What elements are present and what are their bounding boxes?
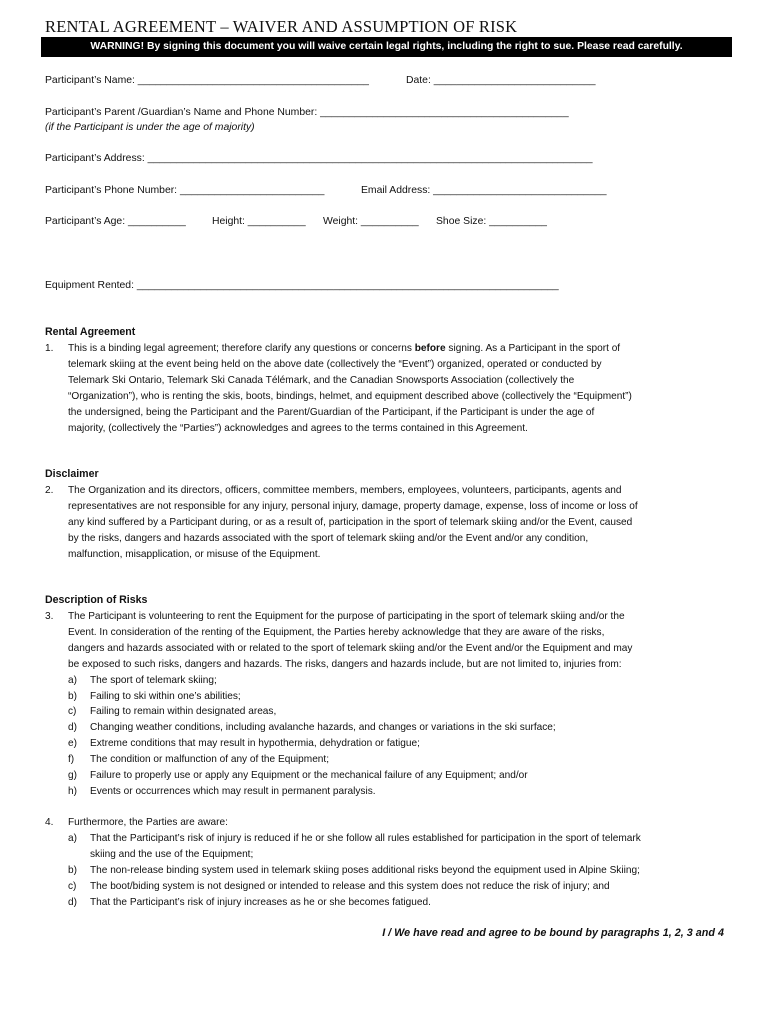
document-title: RENTAL AGREEMENT – WAIVER AND ASSUMPTION OF RISK bbox=[45, 17, 518, 36]
awareness-item bbox=[45, 863, 735, 879]
item-letter: g) bbox=[68, 770, 77, 782]
paragraph-line: malfunction, misapplication, or misuse of the Equipment. bbox=[68, 548, 321, 560]
paragraph-text: The Organization and its directors, officers, committee members, members, employees, volunteers, participants, agents and bbox=[68, 485, 622, 496]
awareness-paragraph bbox=[45, 815, 735, 910]
paragraph-line: Telemark Ski Ontario, Telemark Ski Canada Télémark, and the Canadian Snowsports Association (collectively the bbox=[68, 374, 575, 386]
guardian-note: (if the Participant is under the age of majority) bbox=[45, 122, 255, 133]
email-field[interactable]: Email Address: ______________________________ bbox=[361, 185, 607, 196]
item-text: Failing to ski within one’s abilities; bbox=[90, 690, 241, 702]
weight-field[interactable]: Weight: __________ bbox=[323, 216, 419, 227]
awareness-item-continued: skiing and the use of the Equipment; bbox=[90, 848, 254, 860]
item-letter: c) bbox=[68, 706, 77, 718]
paragraph-2-first-line bbox=[45, 483, 735, 499]
item-text: The sport of telemark skiing; bbox=[90, 674, 217, 686]
risk-item bbox=[45, 768, 735, 784]
risk-item bbox=[45, 673, 735, 689]
item-text: Changing weather conditions, including avalanche hazards, and changes or variations in the ski surface; bbox=[90, 722, 556, 734]
risk-item bbox=[45, 689, 735, 705]
paragraph-number: 3. bbox=[45, 611, 54, 622]
awareness-item bbox=[45, 895, 735, 911]
paragraph-number: 4. bbox=[45, 817, 54, 828]
guardian-field[interactable]: Participant’s Parent /Guardian’s Name and Phone Number: ___________________________________________ bbox=[45, 107, 569, 118]
paragraph-text: The Participant is volunteering to rent the Equipment for the purpose of participating in the sport of telemark skiing and/or the bbox=[68, 611, 625, 622]
address-field[interactable]: Participant’s Address: _____________________________________________________________________________ bbox=[45, 153, 593, 164]
item-letter: b) bbox=[68, 690, 77, 702]
rental-agreement-paragraph bbox=[45, 341, 735, 436]
item-text: Failing to remain within designated areas, bbox=[90, 706, 277, 718]
disclaimer-paragraph bbox=[45, 483, 735, 563]
awareness-item bbox=[45, 831, 735, 847]
paragraph-line: “Organization”), who is renting the skis, boots, bindings, helmet, and equipment described above (collectively the “Equipment”) bbox=[68, 390, 632, 402]
item-letter: e) bbox=[68, 738, 77, 750]
item-letter: a) bbox=[68, 674, 77, 686]
warning-banner: WARNING! By signing this document you will waive certain legal rights, including the right to sue. Please read carefully. bbox=[41, 37, 732, 57]
item-text: The boot/biding system is not designed or intended to release and this system does not reduce the risk of injury; and bbox=[90, 880, 610, 892]
item-text: That the Participant’s risk of injury increases as he or she becomes fatigued. bbox=[90, 896, 431, 908]
item-text: The non-release binding system used in telemark skiing poses additional risks beyond the equipment used in Alpine Skiing; bbox=[90, 864, 640, 876]
agreement-statement: I / We have read and agree to be bound by paragraphs 1, 2, 3 and 4 bbox=[382, 927, 724, 939]
paragraph-line: any kind suffered by a Participant during, or as a result of, participation in the sport of telemark skiing and/or the Event, caused bbox=[68, 516, 633, 528]
risk-item bbox=[45, 784, 735, 800]
risk-item bbox=[45, 752, 735, 768]
item-text: Failure to properly use or apply any Equipment or the mechanical failure of any Equipment; and/or bbox=[90, 770, 528, 782]
shoe-size-field[interactable]: Shoe Size: __________ bbox=[436, 216, 547, 227]
item-letter: d) bbox=[68, 896, 77, 908]
equipment-field[interactable]: Equipment Rented: _________________________________________________________________________ bbox=[45, 280, 559, 291]
item-letter: h) bbox=[68, 785, 77, 797]
item-text: That the Participant’s risk of injury is reduced if he or she follow all rules established for participation in the sport of telemark bbox=[90, 832, 641, 844]
item-text: Events or occurrences which may result in permanent paralysis. bbox=[90, 785, 376, 797]
item-letter: d) bbox=[68, 722, 77, 734]
item-letter: a) bbox=[68, 832, 77, 844]
risk-item bbox=[45, 704, 735, 720]
item-letter: c) bbox=[68, 880, 77, 892]
risk-item bbox=[45, 736, 735, 752]
item-letter: b) bbox=[68, 864, 77, 876]
paragraph-text: Furthermore, the Parties are aware: bbox=[68, 817, 228, 828]
paragraph-line: representatives are not responsible for any injury, personal injury, damage, property damage, expense, loss of income or loss of bbox=[68, 500, 638, 512]
risks-heading: Description of Risks bbox=[45, 594, 148, 606]
paragraph-text: This is a binding legal agreement; therefore clarify any questions or concerns bbox=[68, 343, 415, 354]
rental-agreement-heading: Rental Agreement bbox=[45, 326, 136, 338]
risk-item bbox=[45, 720, 735, 736]
paragraph-line: be exposed to such risks, dangers and hazards. The risks, dangers and hazards include, but are not limited to, injuries from: bbox=[68, 658, 622, 670]
paragraph-line: dangers and hazards associated with or related to the sport of telemark skiing and/or the Event and/or the Equipment and may bbox=[68, 642, 633, 654]
awareness-item bbox=[45, 879, 735, 895]
paragraph-number: 1. bbox=[45, 343, 54, 354]
risks-paragraph bbox=[45, 609, 735, 800]
paragraph-line: telemark skiing at the event being held on the above date (collectively the “Event”) organized, operated or conducted by bbox=[68, 358, 602, 370]
participant-name-field[interactable]: Participant’s Name: ________________________________________ bbox=[45, 75, 369, 86]
date-field[interactable]: Date: ____________________________ bbox=[406, 75, 596, 86]
paragraph-line: the undersigned, being the Participant and the Parent/Guardian of the Participant, if the Participant is under the age of bbox=[68, 406, 595, 418]
paragraph-4-first-line bbox=[45, 815, 735, 831]
disclaimer-heading: Disclaimer bbox=[45, 468, 99, 480]
phone-field[interactable]: Participant’s Phone Number: _________________________ bbox=[45, 185, 325, 196]
paragraph-line: majority, (collectively the “Parties”) acknowledges and agrees to the terms contained in this Agreement. bbox=[68, 422, 528, 434]
item-letter: f) bbox=[68, 754, 75, 766]
height-field[interactable]: Height: __________ bbox=[212, 216, 306, 227]
age-field[interactable]: Participant’s Age: __________ bbox=[45, 216, 186, 227]
paragraph-text: signing. As a Participant in the sport of bbox=[445, 343, 621, 354]
paragraph-number: 2. bbox=[45, 485, 54, 496]
paragraph-1-first-line bbox=[45, 341, 735, 357]
paragraph-line: Event. In consideration of the renting of the Equipment, the Parties hereby acknowledge that they are aware of the risks, bbox=[68, 626, 605, 638]
emphasis-before: before bbox=[414, 343, 446, 354]
item-text: The condition or malfunction of any of the Equipment; bbox=[90, 754, 330, 766]
paragraph-line: by the risks, dangers and hazards associated with the sport of telemark skiing and/or the Event and/or any condition, bbox=[68, 532, 589, 544]
paragraph-3-first-line bbox=[45, 609, 735, 625]
item-text: Extreme conditions that may result in hypothermia, dehydration or fatigue; bbox=[90, 738, 420, 750]
